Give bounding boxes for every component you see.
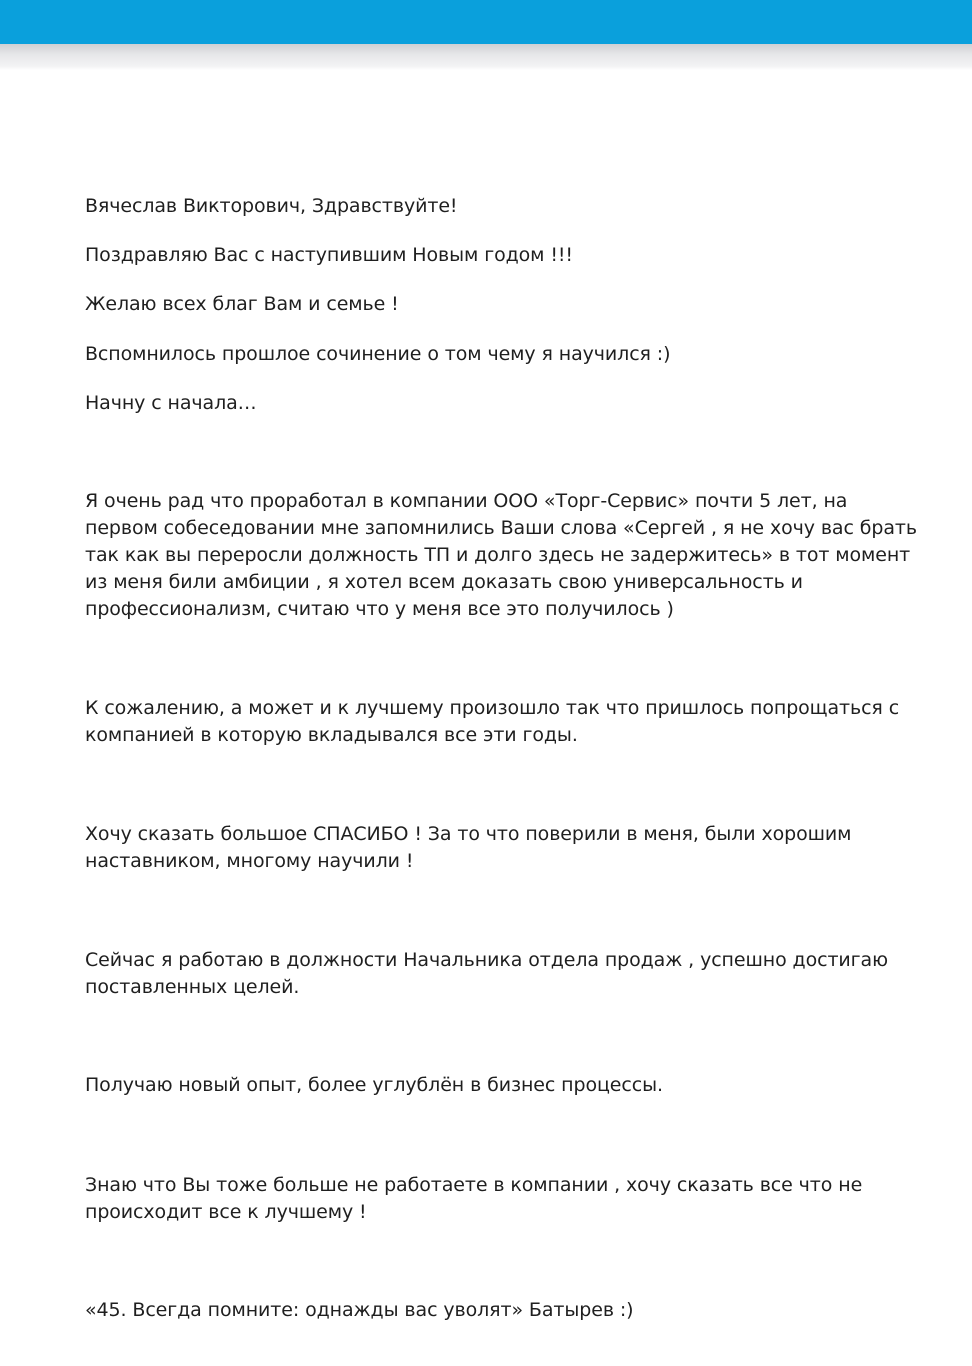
remembered-line: Вспомнилось прошлое сочинение о том чему я научился :): [85, 343, 671, 365]
app-header-bar: [0, 0, 972, 44]
wishes-line: Желаю всех благ Вам и семье !: [85, 293, 399, 315]
paragraph-regret: К сожалению, а может и к лучшему произошло так что пришлось попрощаться с компанией в которую вкладывался все эти годы.: [85, 697, 900, 746]
greeting-line: Вячеслав Викторович, Здравствуйте!: [85, 195, 458, 217]
header-shadow: [0, 44, 972, 70]
congrats-line: Поздравляю Вас с наступившим Новым годом !!!: [85, 244, 573, 266]
paragraph-company: Я очень рад что проработал в компании ООО «Торг-Сервис» почти 5 лет, на первом собеседовании мне запомнились Ваши слова «Сергей , я не хочу вас брать так как вы переросли должность ТП и долго здесь не задержитесь» в тот момент из меня били амбиции , я хотел всем доказать свою универсальность и профессионализм, считаю что у меня все это получилось ): [85, 490, 917, 620]
start-line: Начну с начала…: [85, 392, 257, 414]
paragraph-experience: Получаю новый опыт, более углублён в бизнес процессы.: [85, 1074, 663, 1096]
paragraph-current-job: Сейчас я работаю в должности Начальника отдела продаж , успешно достигаю поставленных целей.: [85, 949, 888, 998]
paragraph-you-too: Знаю что Вы тоже больше не работаете в компании , хочу сказать все что не происходит все к лучшему !: [85, 1174, 863, 1223]
paragraph-thanks: Хочу сказать большое СПАСИБО ! За то что поверили в меня, были хорошим наставником, многому научили !: [85, 823, 852, 872]
closing-quote: «45. Всегда помните: однажды вас уволят» Батырев :): [85, 1299, 634, 1321]
